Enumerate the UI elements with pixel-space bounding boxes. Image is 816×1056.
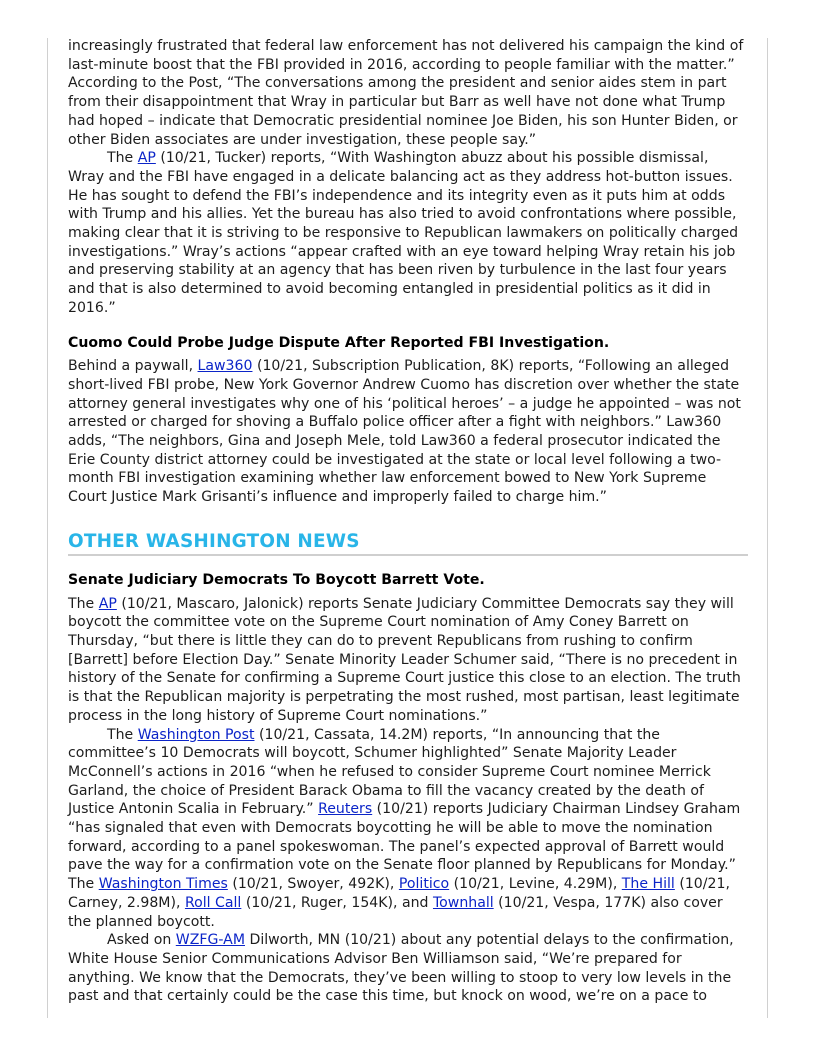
source-link-politico[interactable]: Politico (398, 876, 450, 893)
source-link-ap[interactable]: AP (137, 150, 156, 167)
source-link-law360[interactable]: Law360 (197, 358, 253, 375)
article-paragraph: increasingly frustrated that federal law enforcement has not delivered his campaign the kind of last-minute boost that the FBI provided in 2016, according to people familiar with the matter.” According to the Post, “The conversations among the president and senior aides stem in part from their disappointment that Wray in particular but Barr as well have not done what Trump had hoped – indicate that Democratic presidential nominee Joe Biden, his son Hunter Biden, or other Biden associates are under investigation, these people say.” (68, 38, 744, 148)
source-link-wzfg-am[interactable]: WZFG-AM (175, 932, 245, 949)
source-link-the-hill[interactable]: The Hill (621, 876, 675, 893)
article-paragraph: Asked on WZFG-AM Dilworth, MN (10/21) about any potential delays to the confirmation, White House Senior Communications Advisor Ben Williamson said, “We’re prepared for anything. We know that the Democrats, they’ve been willing to stoop to very low levels in the past and that certainly could be the case this time, but knock on wood, we’re on a pace to (68, 932, 734, 1005)
section-heading: OTHER WASHINGTON NEWS (68, 531, 748, 556)
article-paragraph: The AP (10/21, Mascaro, Jalonick) reports Senate Judiciary Committee Democrats say they will boycott the committee vote on the Supreme Court nomination of Amy Coney Barrett on Thursday, “but there is little they can do to prevent Republicans from rushing to confirm [Barrett] before Election Day.” Senate Minority Leader Schumer said, “There is no precedent in history of the Senate for confirming a Supreme Court justice this close to an election. The truth is that the Republican majority is perpetrating the most rushed, most partisan, least legitimate process in the long history of Supreme Court nominations.” (68, 595, 741, 724)
article-paragraph: The Washington Post (10/21, Cassata, 14.2M) reports, “In announcing that the committee’s 10 Democrats will boycott, Schumer highlighted” Senate Majority Leader McConnell’s actions in 2016 “when he refused to consider Supreme Court nominee Merrick Garland, the choice of President Barack Obama to fill the vacancy created by the death of Justice Antonin Scalia in February.” Reuters (10/21) reports Judiciary Chairman Lindsey Graham “has signaled that even with Democrats boycotting he will be able to move the nomination forward, according to a panel spokeswoman. The panel’s expected approval of Barrett would pave the way for a confirmation vote on the Senate floor planned by Republicans for Monday.” The Washington Times (10/21, Swoyer, 492K), Politico (10/21, Levine, 4.29M), The Hill (10/21, Carney, 2.98M), Roll Call (10/21, Ruger, 154K), and Townhall (10/21, Vespa, 177K) also cover the planned boycott. (68, 726, 741, 930)
source-link-reuters[interactable]: Reuters (318, 801, 373, 818)
article-headline: Senate Judiciary Democrats To Boycott Barrett Vote. (68, 571, 485, 588)
source-link-washington-times[interactable]: Washington Times (98, 876, 228, 893)
source-link-townhall[interactable]: Townhall (432, 894, 494, 911)
source-link-washington-post[interactable]: Washington Post (137, 726, 255, 743)
newsletter-body (68, 37, 748, 1006)
article-paragraph: The AP (10/21, Tucker) reports, “With Washington abuzz about his possible dismissal, Wray and the FBI have engaged in a delicate balancing act as they address hot-button issues. He has sought to defend the FBI’s independence and its integrity even as it puts him at odds with Trump and his allies. Yet the bureau has also tried to avoid confrontations where possible, making clear that it is striving to be responsive to Republican lawmakers on politically charged investigations.” Wray’s actions “appear crafted with an eye toward helping Wray retain his job and preserving stability at an agency that has been riven by turbulence in the last four years and that is also determined to avoid becoming entangled in presidential politics as it did in 2016.” (68, 150, 739, 316)
article-paragraph: Behind a paywall, Law360 (10/21, Subscription Publication, 8K) reports, “Following an alleged short-lived FBI probe, New York Governor Andrew Cuomo has discretion over whether the state attorney general investigates why one of his ‘political heroes’ – a judge he appointed – was not arrested or charged for shoving a Buffalo police officer after a fight with neighbors.” Law360 adds, “The neighbors, Gina and Joseph Mele, told Law360 a federal prosecutor indicated the Erie County district attorney could be investigated at the state or local level following a two-month FBI investigation examining whether law enforcement bowed to New York Supreme Court Justice Mark Grisanti’s influence and improperly failed to charge him.” (68, 358, 741, 506)
source-link-ap[interactable]: AP (98, 595, 117, 612)
right-margin-rule (767, 38, 768, 1018)
left-margin-rule (47, 38, 48, 1018)
source-link-roll-call[interactable]: Roll Call (184, 894, 242, 911)
article-headline: Cuomo Could Probe Judge Dispute After Reported FBI Investigation. (68, 334, 610, 351)
